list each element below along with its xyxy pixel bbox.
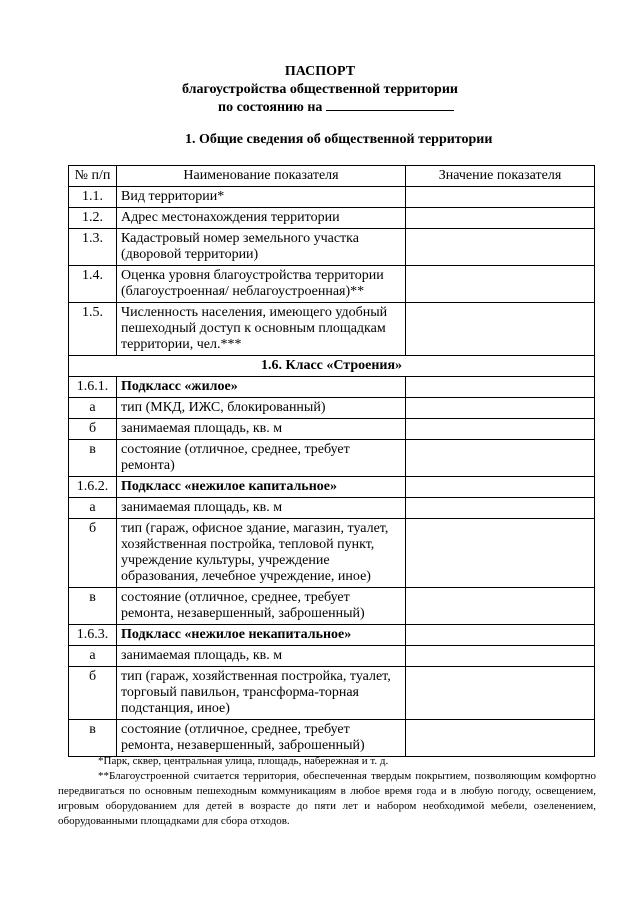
passport-title: ПАСПОРТ [284, 64, 356, 79]
row-name: Подкласс «нежилое некапитальное» [117, 625, 406, 646]
row-num: б [69, 667, 117, 720]
table-row [69, 498, 595, 519]
date-line [218, 98, 454, 116]
section-class-buildings: 1.6. Класс «Строения» [69, 356, 595, 377]
table-section-row [69, 356, 595, 377]
header-name: Наименование показателя [117, 166, 406, 187]
table-row [69, 625, 595, 646]
row-num: 1.6.3. [69, 625, 117, 646]
indicators-table [68, 165, 595, 757]
table-row [69, 377, 595, 398]
row-value-cell[interactable] [406, 377, 595, 398]
row-value-cell[interactable] [406, 266, 595, 303]
row-name: состояние (отличное, среднее, требует ремонта, незавершенный, заброшенный) [117, 588, 406, 625]
row-value-cell[interactable] [406, 477, 595, 498]
table-row [69, 588, 595, 625]
row-num: 1.2. [69, 208, 117, 229]
row-name: Подкласс «жилое» [117, 377, 406, 398]
row-name: состояние (отличное, среднее, требует ремонта) [117, 440, 406, 477]
table-row [69, 208, 595, 229]
section-title: 1. Общие сведения об общественной территории [185, 132, 493, 147]
row-name: Кадастровый номер земельного участка (дворовой территории) [117, 229, 406, 266]
date-label: по состоянию на [218, 100, 323, 115]
row-value-cell[interactable] [406, 667, 595, 720]
row-num: б [69, 419, 117, 440]
row-num: а [69, 646, 117, 667]
footnote-2: **Благоустроенной считается территория, обеспеченная твердым покрытием, позволяющим комфортно передвигаться по основным пешеходным коммуникациям в любое время года и в любую погоду, освещением, игровым оборудованием для детей в возрасте до пяти лет и набором необходимой мебели, озеленением, оборудованными площадками для сбора отходов. [58, 770, 596, 827]
table-row [69, 229, 595, 266]
row-value-cell[interactable] [406, 187, 595, 208]
row-value-cell[interactable] [406, 519, 595, 588]
row-name: тип (гараж, офисное здание, магазин, туалет, хозяйственная постройка, тепловой пункт, учреждение культуры, учреждение образования, лечебное учреждение, иное) [117, 519, 406, 588]
row-name: состояние (отличное, среднее, требует ремонта, незавершенный, заброшенный) [117, 720, 406, 757]
passport-subtitle: благоустройства общественной территории [182, 82, 458, 97]
row-num: 1.3. [69, 229, 117, 266]
table-row [69, 519, 595, 588]
row-name: тип (гараж, хозяйственная постройка, туалет, торговый павильон, трансформа-торная подстанция, иное) [117, 667, 406, 720]
table-header-row [69, 166, 595, 187]
table-row [69, 667, 595, 720]
row-num: а [69, 398, 117, 419]
row-value-cell[interactable] [406, 419, 595, 440]
table-row [69, 398, 595, 419]
row-name: тип (МКД, ИЖС, блокированный) [117, 398, 406, 419]
row-num: 1.5. [69, 303, 117, 356]
table-row [69, 266, 595, 303]
table-row [69, 477, 595, 498]
row-value-cell[interactable] [406, 440, 595, 477]
row-name: Подкласс «нежилое капитальное» [117, 477, 406, 498]
row-num: 1.6.1. [69, 377, 117, 398]
row-name: Вид территории* [117, 187, 406, 208]
row-name: занимаемая площадь, кв. м [117, 419, 406, 440]
row-value-cell[interactable] [406, 303, 595, 356]
row-num: 1.4. [69, 266, 117, 303]
row-num: в [69, 440, 117, 477]
footnote-1: *Парк, сквер, центральная улица, площадь, набережная и т. д. [98, 755, 389, 767]
row-value-cell[interactable] [406, 720, 595, 757]
row-name: занимаемая площадь, кв. м [117, 498, 406, 519]
table-row [69, 720, 595, 757]
header-num: № п/п [69, 166, 117, 187]
row-name: Численность населения, имеющего удобный пешеходный доступ к основным площадкам территории, чел.*** [117, 303, 406, 356]
row-num: а [69, 498, 117, 519]
table-row [69, 646, 595, 667]
row-value-cell[interactable] [406, 498, 595, 519]
table-row [69, 419, 595, 440]
row-num: в [69, 720, 117, 757]
footnotes [58, 754, 596, 829]
row-value-cell[interactable] [406, 398, 595, 419]
row-name: Оценка уровня благоустройства территории (благоустроенная/ неблагоустроенная)** [117, 266, 406, 303]
table-row [69, 303, 595, 356]
row-value-cell[interactable] [406, 646, 595, 667]
row-value-cell[interactable] [406, 229, 595, 266]
row-num: 1.6.2. [69, 477, 117, 498]
date-blank-field[interactable] [326, 98, 454, 111]
row-num: 1.1. [69, 187, 117, 208]
header-value: Значение показателя [406, 166, 595, 187]
row-value-cell[interactable] [406, 625, 595, 646]
row-num: б [69, 519, 117, 588]
row-name: Адрес местонахождения территории [117, 208, 406, 229]
table-row [69, 187, 595, 208]
row-num: в [69, 588, 117, 625]
table-row [69, 440, 595, 477]
row-value-cell[interactable] [406, 588, 595, 625]
row-value-cell[interactable] [406, 208, 595, 229]
row-name: занимаемая площадь, кв. м [117, 646, 406, 667]
